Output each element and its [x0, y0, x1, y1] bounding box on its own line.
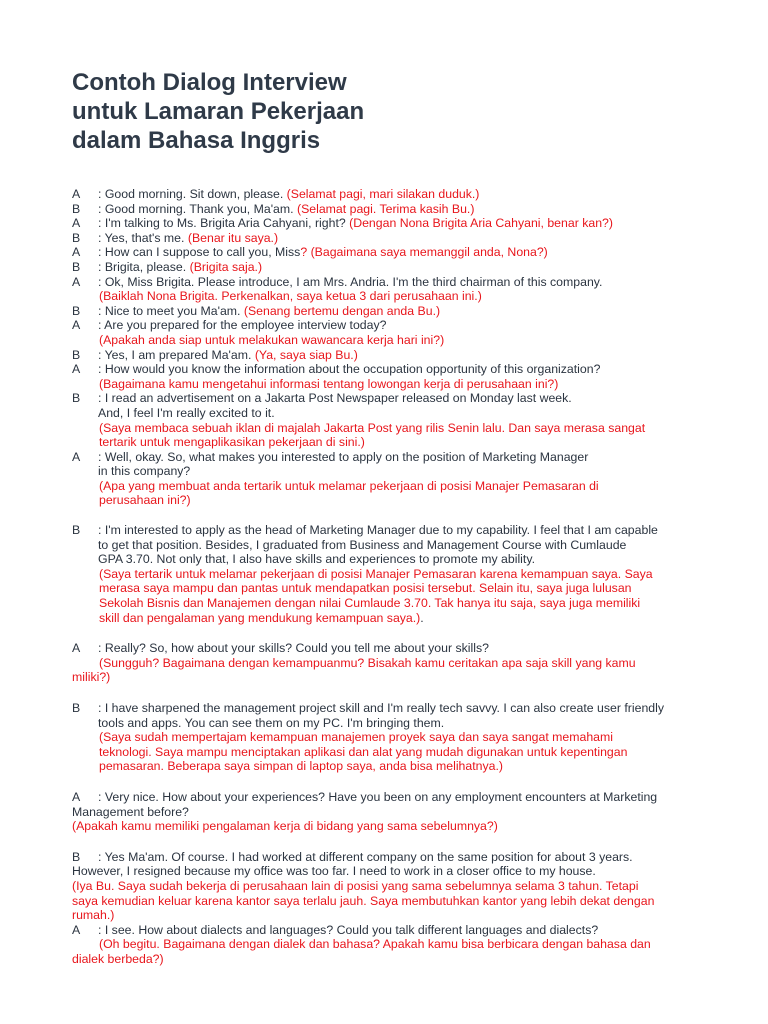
- speaker-label: A: [72, 216, 81, 231]
- dialog-line: [72, 391, 712, 406]
- translation-text: (Saya membaca sebuah iklan di majalah Jakarta Post yang rilis Senin lalu. Dan saya merasa sangat: [99, 420, 646, 435]
- dialog-line: [72, 245, 712, 260]
- title-line: dalam Bahasa Inggris: [72, 127, 321, 154]
- speaker-label: B: [72, 523, 81, 538]
- dialog-line: [72, 790, 712, 805]
- translation-text: (Ya, saya siap Bu.): [251, 347, 358, 362]
- english-text: : I read an advertisement on a Jakarta Post Newspaper released on Monday last week.: [98, 391, 572, 406]
- english-text: : Brigita, please.: [98, 259, 187, 274]
- translation-text: (Dengan Nona Brigita Aria Cahyani, benar kan?): [345, 216, 613, 231]
- translation-text: (Benar itu saya.): [184, 230, 279, 245]
- speaker-label: A: [72, 274, 81, 289]
- dialog-line: [72, 362, 712, 377]
- translation-text: (Bagaimana kamu mengetahui informasi tentang lowongan kerja di perusahaan ini?): [99, 376, 559, 391]
- dialog-line: [72, 318, 712, 333]
- speaker-label: A: [72, 922, 81, 937]
- speaker-label: B: [72, 701, 81, 715]
- translation-text: (Saya tertarik untuk melamar pekerjaan di posisi Manajer Pemasaran karena kemampuan saya. Saya: [99, 566, 653, 581]
- dialog-line: [72, 275, 712, 290]
- speaker-label: B: [72, 347, 81, 362]
- translation-text: (Brigita saja.): [186, 259, 263, 274]
- translation-text: (Oh begitu. Bagaimana dengan dialek dan bahasa? Apakah kamu bisa berbicara dengan bahasa dan: [99, 937, 651, 952]
- dialog-line: [72, 701, 712, 716]
- translation-text: (Baiklah Nona Brigita. Perkenalkan, saya ketua 3 dari perusahaan ini.): [99, 289, 482, 304]
- speaker-label: B: [72, 849, 81, 864]
- translation-text: teknologi. Saya mampu menciptakan aplikasi dan alat yang mudah digunakan untuk kepentingan: [99, 744, 628, 759]
- document-title: [72, 68, 364, 155]
- speaker-label: B: [72, 259, 81, 274]
- translation-text: (Apakah anda siap untuk melakukan wawancara kerja hari ini?): [99, 332, 445, 347]
- english-text: And, I feel I'm really excited to it.: [98, 405, 275, 420]
- speaker-label: A: [72, 641, 81, 656]
- speaker-label: B: [72, 230, 81, 245]
- english-text: GPA 3.70. Not only that, I also have skills and experiences to promote my ability.: [98, 552, 535, 567]
- dialog-line: [72, 202, 712, 217]
- english-text: : Very nice. How about your experiences? Have you been on any employment encounters at Marketing: [98, 789, 658, 804]
- title-line: untuk Lamaran Pekerjaan: [72, 98, 365, 125]
- dialog-line: [72, 523, 712, 538]
- english-text: : Are you prepared for the employee interview today?: [98, 318, 387, 333]
- english-text: : Nice to meet you Ma'am.: [98, 303, 241, 318]
- translation-text: (Sungguh? Bagaimana dengan kemampuanmu? Bisakah kamu ceritakan apa saja skill yang kamu: [99, 655, 636, 670]
- dialog-line: [72, 260, 712, 275]
- speaker-label: B: [72, 391, 81, 406]
- english-text: : I see. How about dialects and languages? Could you talk different languages and dialects?: [98, 922, 599, 937]
- english-text: : Yes Ma'am. Of course. I had worked at different company on the same position for about 3 years.: [98, 849, 633, 864]
- translation-text: (Saya sudah mempertajam kemampuan manajemen proyek saya dan saya sangat memahami: [99, 730, 613, 745]
- english-text: : I'm talking to Ms. Brigita Aria Cahyani, right?: [98, 216, 346, 231]
- dialog-line: [72, 923, 712, 938]
- dialog-line: [72, 850, 712, 865]
- translation-text: (Iya Bu. Saya sudah bekerja di perusahaan lain di posisi yang sama sebelumnya selama 3 tahun. Tetapi: [72, 878, 639, 893]
- translation-text: Sekolah Bisnis dan Manajemen dengan nilai Cumlaude 3.70. Tak hanya itu saja, saya juga memiliki: [99, 596, 641, 611]
- dialog-body: [72, 187, 712, 967]
- english-text: : Yes, I am prepared Ma'am.: [98, 347, 252, 362]
- english-text: tools and apps. You can see them on my PC. I'm bringing them.: [98, 715, 445, 730]
- english-text: : Good morning. Thank you, Ma'am.: [98, 201, 294, 216]
- speaker-label: A: [72, 789, 81, 804]
- translation-text: dialek berbeda?): [72, 951, 164, 966]
- english-text: : Well, okay. So, what makes you interested to apply on the position of Marketing Manager: [98, 449, 589, 464]
- english-text: : Ok, Miss Brigita. Please introduce, I am Mrs. Andria. I'm the third chairman of this company.: [98, 274, 603, 289]
- speaker-label: A: [72, 187, 81, 201]
- translation-text: saya kemudian keluar karena kantor saya terlalu jauh. Saya membutuhkan kantor yang lebih dekat dengan: [72, 893, 655, 908]
- translation-text: rumah.): [72, 908, 115, 923]
- speaker-label: A: [72, 362, 81, 377]
- dialog-line: [72, 231, 712, 246]
- dialog-line: [72, 187, 712, 202]
- english-text: Management before?: [72, 804, 189, 819]
- dialog-line: [72, 348, 712, 363]
- translation-text: (Senang bertemu dengan anda Bu.): [240, 303, 441, 318]
- english-text: : I'm interested to apply as the head of Marketing Manager due to my capability. I feel that I am capable: [98, 523, 658, 538]
- translation-text: (Selamat pagi. Terima kasih Bu.): [293, 201, 475, 216]
- english-text: : How would you know the information about the occupation opportunity of this organization?: [98, 362, 601, 377]
- english-text: : Yes, that's me.: [98, 230, 185, 245]
- translation-text: (Apa yang membuat anda tertarik untuk melamar pekerjaan di posisi Manajer Pemasaran di: [99, 478, 599, 493]
- translation-text: (Selamat pagi, mari silakan duduk.): [283, 187, 480, 201]
- english-text: : How can I suppose to call you, Miss: [98, 245, 301, 260]
- translation-text: merasa saya mampu dan pantas untuk mendapatkan posisi tersebut. Selain itu, saya juga lulusan: [99, 581, 632, 596]
- translation-text: tertarik untuk mengaplikasikan pekerjaan di sini.): [99, 435, 365, 450]
- translation-text: skill dan pengalaman yang mendukung kemampuan saya.): [99, 610, 421, 625]
- english-text: to get that position. Besides, I graduated from Business and Management Course with Cumlaude: [98, 537, 627, 552]
- speaker-label: B: [72, 201, 81, 216]
- dialog-line: [72, 641, 712, 656]
- title-line: Contoh Dialog Interview: [72, 69, 347, 96]
- english-text: : I have sharpened the management project skill and I'm really tech savvy. I can also create user friendly: [98, 701, 665, 715]
- translation-text: ? (Bagaimana saya memanggil anda, Nona?): [300, 245, 548, 260]
- translation-text: (Apakah kamu memiliki pengalaman kerja di bidang yang sama sebelumnya?): [72, 819, 498, 834]
- speaker-label: B: [72, 303, 81, 318]
- translation-text: perusahaan ini?): [99, 493, 191, 508]
- translation-text: pemasaran. Beberapa saya simpan di laptop saya, anda bisa melihatnya.): [99, 759, 503, 774]
- english-text: : Really? So, how about your skills? Could you tell me about your skills?: [98, 641, 489, 656]
- dialog-line: [72, 216, 712, 231]
- dialog-line: [72, 450, 712, 465]
- english-text: in this company?: [98, 464, 191, 479]
- trailing-period: .: [420, 610, 424, 625]
- translation-text: miliki?): [72, 670, 111, 685]
- speaker-label: A: [72, 449, 81, 464]
- dialog-line: [72, 304, 712, 319]
- speaker-label: A: [72, 245, 81, 260]
- speaker-label: A: [72, 318, 81, 333]
- english-text: However, I resigned because my office was too far. I need to work in a closer office to my house.: [72, 864, 596, 879]
- english-text: : Good morning. Sit down, please.: [98, 187, 284, 201]
- translation-line: [72, 611, 712, 626]
